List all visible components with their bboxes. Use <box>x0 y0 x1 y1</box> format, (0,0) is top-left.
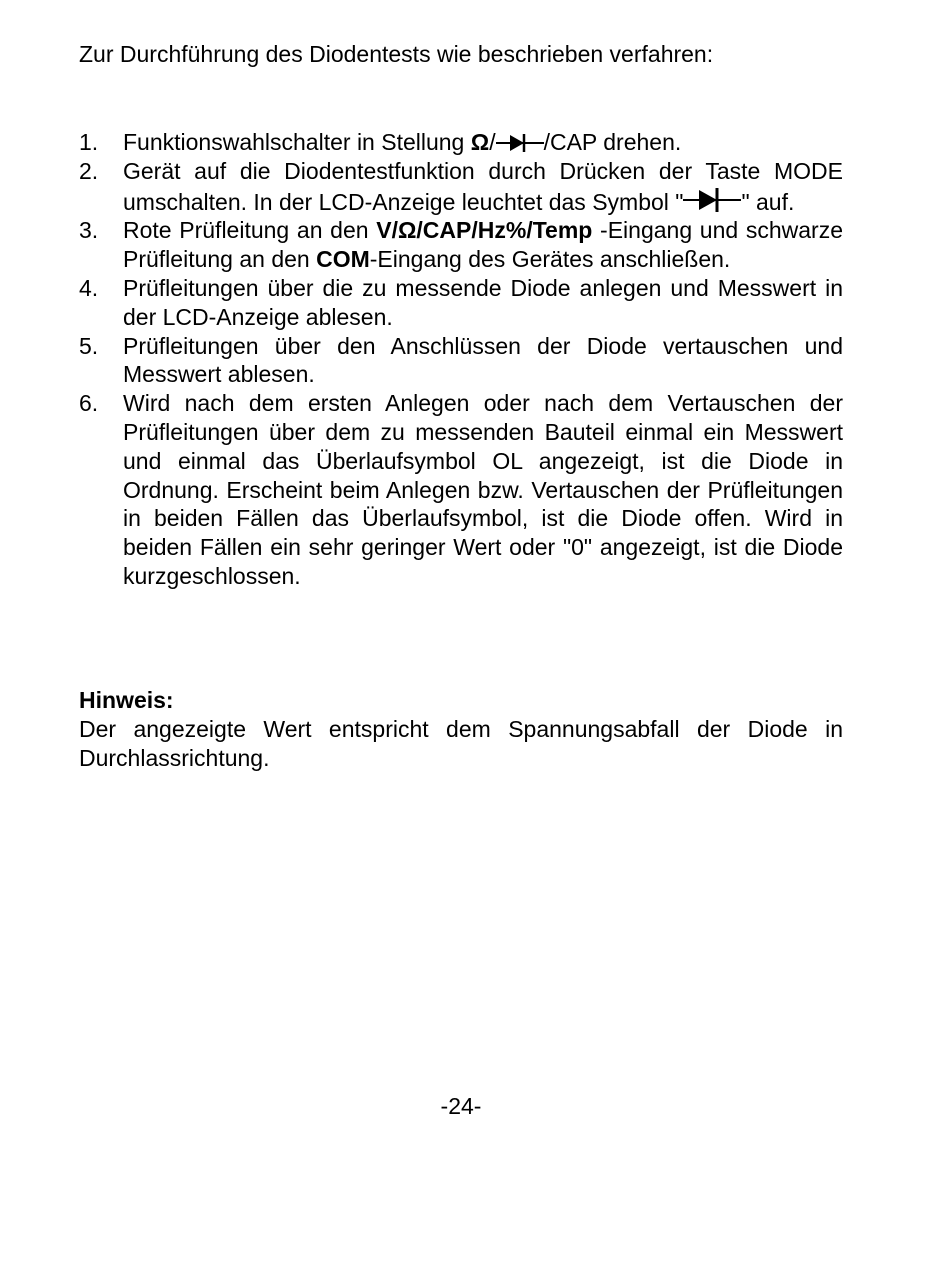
step-text: Prüfleitungen über den Anschlüssen der Diode vertauschen und Messwert ablesen. <box>123 332 843 388</box>
list-item <box>79 216 843 274</box>
step-text: /CAP drehen. <box>543 129 682 155</box>
step-text: Funktionswahlschalter in Stellung <box>123 129 471 155</box>
diode-icon <box>683 186 741 214</box>
step-text: -Eingang des Gerätes anschließen. <box>369 246 731 273</box>
steps-list <box>79 128 843 591</box>
step-number: 6. <box>79 390 99 417</box>
step-text: Wird nach dem ersten Anlegen oder nach dem Vertauschen der Prüfleitungen über dem zu messenden Bauteil einmal ein Messwert und einmal das Überlaufsymbol OL angezeigt, ist die Diode in Ordnung. Erscheint beim Anlegen bzw. Vertauschen der Prüfleitungen in beiden Fällen das Überlaufsymbol, ist die Diode offen. Wird in beiden Fällen ein sehr geringer Wert oder "0" angezeigt, ist die Diode kurzgeschlossen. <box>123 390 843 589</box>
step-number: 3. <box>79 217 99 244</box>
page-number: -24- <box>440 1093 482 1119</box>
step-text: Rote Prüfleitung an den <box>123 217 377 244</box>
list-item <box>79 332 843 390</box>
step-number: 1. <box>79 129 99 155</box>
step-number: 5. <box>79 332 99 359</box>
step-number: 4. <box>79 274 99 301</box>
diode-icon <box>496 132 544 154</box>
step-text: " auf. <box>741 188 795 215</box>
hint-title: Hinweis: <box>79 687 174 713</box>
list-item <box>79 274 843 332</box>
intro-text: Zur Durchführung des Diodentests wie beschrieben verfahren: <box>79 41 714 67</box>
ohm-symbol: Ω <box>470 129 490 155</box>
step-text: -Eingang und schwarze Prüfleitung an den <box>123 217 843 273</box>
list-item <box>79 128 843 157</box>
input-label-com: COM <box>316 246 370 273</box>
step-text: Gerät auf die Diodentestfunktion durch Drücken der Taste MODE umschalten. In der LCD-Anzeige leuchtet das Symbol " <box>123 157 843 215</box>
list-item <box>79 157 843 217</box>
step-text: / <box>489 129 496 155</box>
list-item <box>79 389 843 591</box>
step-text: Prüfleitungen über die zu messende Diode anlegen und Messwert in der LCD-Anzeige ablesen. <box>123 274 843 330</box>
hint-text: Der angezeigte Wert entspricht dem Spannungsabfall der Diode in Durchlassrichtung. <box>79 716 843 771</box>
step-number: 2. <box>79 157 99 184</box>
input-label-vohm: V/Ω/CAP/Hz%/Temp <box>376 217 593 244</box>
